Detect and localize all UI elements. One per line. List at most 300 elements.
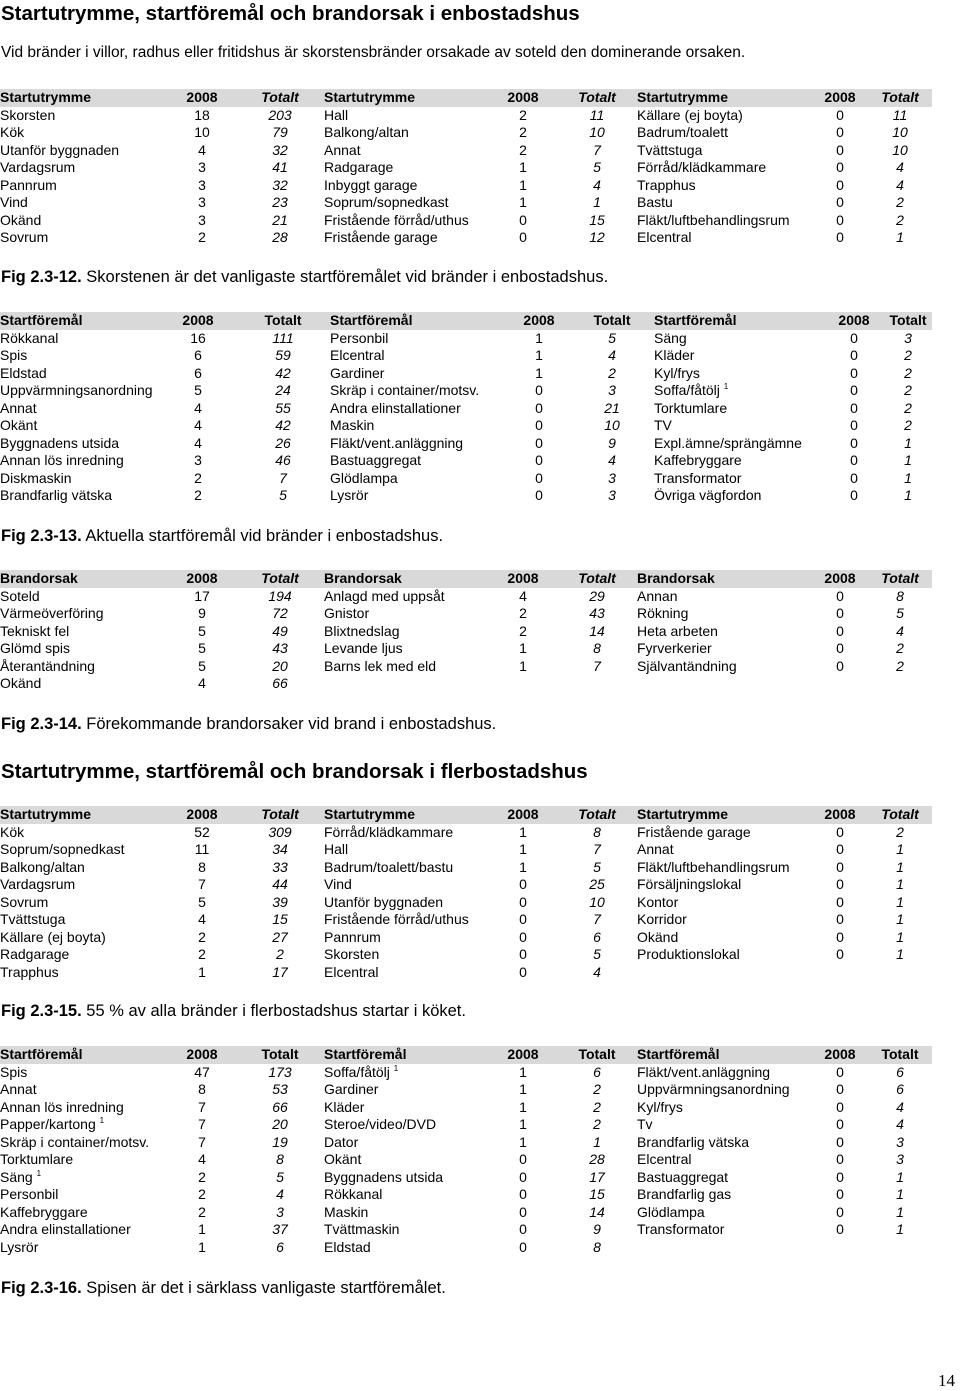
cell-text: 55 <box>275 399 291 416</box>
table-cell-label <box>324 1186 489 1204</box>
table-cell-label <box>324 194 489 212</box>
table-cell-label <box>324 946 489 964</box>
table-cell-label <box>0 1116 168 1134</box>
cell-text: 0 <box>836 176 844 193</box>
table-cell-label <box>0 470 160 488</box>
table-header-row <box>0 312 932 330</box>
cell-text: Personbil <box>0 1186 59 1202</box>
cell-text: 2 <box>276 946 284 962</box>
table-cell-number <box>168 159 236 177</box>
table-cell-number <box>236 1239 324 1257</box>
table-cell-number <box>168 107 236 125</box>
table-cell-number <box>168 1151 236 1169</box>
table-cell-number <box>489 1081 557 1099</box>
table-cell-number <box>868 859 932 877</box>
table-cell-label <box>0 859 168 877</box>
cell-text: Torktumlare <box>0 1151 74 1167</box>
table-cell-label <box>0 824 168 842</box>
table-row <box>0 824 932 842</box>
table-cell-label <box>324 1116 489 1134</box>
column-header: Totalt <box>557 1046 637 1064</box>
cell-text: 16 <box>190 329 206 346</box>
cell-text: 173 <box>268 1063 292 1080</box>
page-number: 14 <box>938 1371 955 1390</box>
cell-text: 2 <box>593 1116 601 1132</box>
table-cell-number <box>868 658 932 676</box>
cell-text: 4 <box>276 1186 284 1202</box>
table-cell-label <box>330 452 508 470</box>
table-cell-number <box>557 859 637 877</box>
cell-text: 41 <box>272 159 288 175</box>
cell-text: 6 <box>194 364 202 381</box>
cell-text: 7 <box>198 876 206 892</box>
cell-text: Förråd/klädkammare <box>637 159 767 175</box>
cell-text: Tvättstuga <box>0 911 66 927</box>
table-cell-number <box>868 911 932 929</box>
table-cell-number <box>168 859 236 877</box>
table-cell-number <box>168 675 236 693</box>
cell-text: 32 <box>272 176 288 193</box>
table-cell-label <box>324 1081 489 1099</box>
cell-text: Fristående garage <box>637 823 751 840</box>
table-row <box>0 470 932 488</box>
table-cell-number <box>168 177 236 195</box>
cell-text: 1 <box>904 434 912 451</box>
table-cell-label <box>324 640 489 658</box>
table-cell-label <box>637 623 812 641</box>
table-cell-number <box>489 124 557 142</box>
table-cell-number <box>236 1221 324 1239</box>
cell-text: Badrum/toalett <box>637 124 729 140</box>
table-cell-number <box>489 588 557 606</box>
cell-text: 6 <box>896 1063 904 1080</box>
cell-text: 10 <box>892 141 908 158</box>
cell-text: 2 <box>896 194 904 210</box>
table-cell-label <box>637 1116 812 1134</box>
cell-text: 2 <box>904 417 912 433</box>
cell-text: 2 <box>198 1203 206 1220</box>
table-cell-number <box>236 400 330 418</box>
cell-text: 4 <box>896 1098 904 1115</box>
cell-text: 27 <box>272 928 288 945</box>
cell-text: Uppvärmningsanordning <box>0 382 153 398</box>
cell-text: 0 <box>519 946 527 962</box>
cell-text: Lysrör <box>0 1238 39 1255</box>
cell-text: 203 <box>268 106 292 123</box>
table-cell-number <box>557 107 637 125</box>
cell-text: 14 <box>589 1203 605 1220</box>
table-row <box>0 452 932 470</box>
cell-text: 2 <box>198 928 206 945</box>
cell-text: Papper/kartong <box>0 1116 96 1132</box>
table-cell-number <box>160 365 236 383</box>
table-cell-label <box>324 658 489 676</box>
cell-text: 15 <box>589 1186 605 1202</box>
table-cell-label <box>637 605 812 623</box>
cell-text: Vind <box>0 194 28 210</box>
table-cell-number <box>168 623 236 641</box>
cell-text: Soffa/fåtölj <box>654 382 720 398</box>
cell-text: 4 <box>194 417 202 433</box>
table-row <box>0 640 932 658</box>
cell-text: 3 <box>608 469 616 486</box>
cell-text: Övriga vägfordon <box>654 487 762 503</box>
table-cell-number <box>489 229 557 247</box>
column-header: 2008 <box>489 89 557 107</box>
cell-text: Återantändning <box>0 657 95 674</box>
table-cell-number <box>824 365 884 383</box>
column-header: Totalt <box>236 806 324 824</box>
table-cell-label <box>0 347 160 365</box>
table-cell-label <box>637 107 812 125</box>
table-cell-number <box>812 1186 868 1204</box>
cell-text: 2 <box>194 469 202 486</box>
table-cell-number <box>236 894 324 912</box>
table-cell-number <box>868 1116 932 1134</box>
table-cell-number <box>508 487 570 505</box>
cell-text: Tv <box>637 1116 653 1132</box>
cell-text: 17 <box>589 1168 605 1185</box>
table-cell-number <box>557 229 637 247</box>
cell-text: Fläkt/vent.anläggning <box>637 1063 771 1080</box>
cell-text: Lysrör <box>330 487 369 503</box>
table-cell-label <box>637 1169 812 1187</box>
table-cell-label <box>324 1169 489 1187</box>
table-cell-number <box>168 194 236 212</box>
cell-text: 20 <box>272 1116 288 1132</box>
cell-text: Rökning <box>637 605 689 621</box>
cell-text: 2 <box>593 1098 601 1115</box>
cell-text: 4 <box>896 1116 904 1132</box>
table-cell-number <box>812 1099 868 1117</box>
section-title-flerbostadshus: Startutrymme, startföremål och brandorsak i flerbostadshus <box>1 760 588 783</box>
table-cell-number <box>557 658 637 676</box>
cell-text: Utanför byggnaden <box>0 141 120 158</box>
table-cell-number <box>236 1134 324 1152</box>
cell-text: 3 <box>276 1203 284 1220</box>
table-cell-number <box>812 1204 868 1222</box>
cell-text: 4 <box>593 963 601 980</box>
table-cell-number <box>868 212 932 230</box>
table-cell-number <box>508 417 570 435</box>
table-cell-number <box>570 487 654 505</box>
cell-text: Barns lek med eld <box>324 657 437 674</box>
table-cell-label <box>0 964 168 982</box>
table-cell-number <box>236 470 330 488</box>
table-cell-number <box>570 400 654 418</box>
table-row <box>0 229 932 247</box>
cell-text: Hall <box>324 841 349 857</box>
cell-text: TV <box>654 417 672 433</box>
column-header: Totalt <box>884 312 932 330</box>
table-cell-label <box>637 1186 812 1204</box>
table-cell-number <box>570 435 654 453</box>
footnote-marker: 1 <box>393 1063 399 1073</box>
table-cell-number <box>508 365 570 383</box>
cell-text: Rökkanal <box>324 1186 383 1202</box>
table-row <box>0 859 932 877</box>
column-header: Brandorsak <box>0 570 168 588</box>
cell-text: Spis <box>0 1063 28 1080</box>
table-cell-number <box>557 177 637 195</box>
table-cell-number <box>236 1116 324 1134</box>
column-header: 2008 <box>168 89 236 107</box>
table-cell-number <box>168 964 236 982</box>
table-cell-number <box>812 1239 868 1257</box>
table-cell-number <box>168 1134 236 1152</box>
table-cell-label <box>324 675 489 693</box>
table-cell-label <box>324 588 489 606</box>
table-cell-label <box>330 400 508 418</box>
table-cell-label <box>637 824 812 842</box>
table-cell-label <box>637 658 812 676</box>
table-row <box>0 417 932 435</box>
cell-text: 0 <box>535 487 543 503</box>
table-cell-number <box>570 417 654 435</box>
cell-text: 2 <box>896 657 904 674</box>
table-cell-number <box>236 841 324 859</box>
table-cell-number <box>557 1151 637 1169</box>
table-cell-label <box>0 1186 168 1204</box>
table-row <box>0 212 932 230</box>
cell-text: 8 <box>593 1238 601 1255</box>
cell-text: Badrum/toalett/bastu <box>324 858 454 875</box>
cell-text: 25 <box>589 876 605 892</box>
table-cell-number <box>168 212 236 230</box>
cell-text: 309 <box>268 823 292 840</box>
table-header-row <box>0 806 932 824</box>
cell-text: Okänt <box>324 1151 362 1167</box>
cell-text: 0 <box>535 417 543 433</box>
column-header: Totalt <box>236 312 330 330</box>
table-cell-label <box>637 142 812 160</box>
table-cell-label <box>654 330 824 348</box>
table-row <box>0 605 932 623</box>
cell-text: 111 <box>272 329 294 346</box>
cell-text: 1 <box>535 364 543 381</box>
column-header: 2008 <box>812 89 868 107</box>
cell-text: 7 <box>279 469 287 486</box>
table-cell-number <box>168 1099 236 1117</box>
column-header: Totalt <box>557 570 637 588</box>
cell-text: 5 <box>593 946 601 962</box>
cell-text: 0 <box>836 1151 844 1167</box>
figure-caption-2-3-16: Fig 2.3-16. Spisen är det i särklass vanligaste startföremålet. <box>1 1279 446 1297</box>
table-cell-number <box>557 876 637 894</box>
cell-text: 2 <box>904 399 912 416</box>
cell-text: 1 <box>519 823 527 840</box>
table-cell-label <box>330 487 508 505</box>
cell-text: Soteld <box>0 587 40 604</box>
table-cell-number <box>236 859 324 877</box>
cell-text: 1 <box>519 640 527 656</box>
table-cell-number <box>812 859 868 877</box>
table-cell-number <box>557 911 637 929</box>
table-cell-number <box>812 623 868 641</box>
cell-text: Skräp i container/motsv. <box>330 382 480 398</box>
table-cell-number <box>868 876 932 894</box>
table-startforemal-flerbostadshus <box>0 1046 932 1256</box>
cell-text: Elcentral <box>330 347 385 363</box>
cell-text: 17 <box>272 963 288 980</box>
table-cell-number <box>884 417 932 435</box>
cell-text: 0 <box>836 1221 844 1237</box>
cell-text: 18 <box>194 106 210 123</box>
table-cell-number <box>236 824 324 842</box>
cell-text: Bastu <box>637 194 673 210</box>
table-cell-number <box>236 142 324 160</box>
column-header: Totalt <box>868 89 932 107</box>
cell-text: 43 <box>272 640 288 656</box>
table-cell-number <box>489 894 557 912</box>
column-header: Startföremål <box>0 1046 168 1064</box>
table-row <box>0 894 932 912</box>
cell-text: 2 <box>896 640 904 656</box>
table-cell-number <box>236 623 324 641</box>
table-cell-number <box>868 1239 932 1257</box>
column-header: 2008 <box>160 312 236 330</box>
figure-caption-2-3-15: Fig 2.3-15. 55 % av alla bränder i flerbostadshus startar i köket. <box>1 1002 466 1020</box>
table-cell-number <box>236 1204 324 1222</box>
cell-text: 2 <box>194 487 202 503</box>
table-cell-label <box>0 1134 168 1152</box>
cell-text: Diskmaskin <box>0 469 72 486</box>
cell-text: 3 <box>198 211 206 228</box>
cell-text: Annat <box>324 141 361 158</box>
table-cell-number <box>236 194 324 212</box>
cell-text: Andra elinstallationer <box>330 399 461 416</box>
cell-text: 4 <box>194 434 202 451</box>
table-cell-label <box>0 894 168 912</box>
table-cell-label <box>324 1239 489 1257</box>
table-cell-label <box>654 452 824 470</box>
table-cell-number <box>236 1099 324 1117</box>
cell-text: 1 <box>593 194 601 210</box>
table-cell-number <box>236 946 324 964</box>
table-cell-number <box>812 194 868 212</box>
table-cell-number <box>557 675 637 693</box>
table-cell-number <box>570 365 654 383</box>
table-cell-number <box>160 417 236 435</box>
cell-text: Pannrum <box>324 928 381 945</box>
table-cell-number <box>557 1116 637 1134</box>
table-cell-label <box>0 107 168 125</box>
table-cell-number <box>160 330 236 348</box>
table-cell-label <box>0 640 168 658</box>
table-cell-number <box>489 142 557 160</box>
column-header: Startföremål <box>654 312 824 330</box>
table-cell-label <box>637 946 812 964</box>
table-cell-label <box>637 841 812 859</box>
cell-text: 6 <box>194 347 202 363</box>
column-header: 2008 <box>489 1046 557 1064</box>
table-cell-number <box>236 347 330 365</box>
table-cell-label <box>0 1204 168 1222</box>
cell-text: 6 <box>593 1063 601 1080</box>
cell-text: 5 <box>593 159 601 175</box>
table-cell-number <box>168 1239 236 1257</box>
table-cell-label <box>637 894 812 912</box>
column-header: Totalt <box>868 1046 932 1064</box>
cell-text: Annat <box>637 841 674 857</box>
table-cell-number <box>557 588 637 606</box>
table-cell-number <box>824 400 884 418</box>
cell-text: 3 <box>194 452 202 468</box>
table-cell-label <box>637 588 812 606</box>
cell-text: Kyl/frys <box>654 364 700 381</box>
cell-text: 0 <box>850 382 858 398</box>
cell-text: Spis <box>0 347 28 363</box>
table-row <box>0 876 932 894</box>
cell-text: 5 <box>608 329 616 346</box>
cell-text: 0 <box>519 1151 527 1167</box>
table-cell-number <box>160 400 236 418</box>
cell-text: 0 <box>850 487 858 503</box>
cell-text: Skräp i container/motsv. <box>0 1133 150 1150</box>
table-cell-number <box>489 212 557 230</box>
table-cell-number <box>884 382 932 400</box>
table-cell-label <box>637 1151 812 1169</box>
table-cell-number <box>824 470 884 488</box>
cell-text: 1 <box>519 657 527 674</box>
cell-text: 53 <box>272 1081 288 1097</box>
table-cell-number <box>570 452 654 470</box>
table-cell-label <box>0 487 160 505</box>
cell-text: 4 <box>198 1151 206 1167</box>
table-cell-number <box>489 623 557 641</box>
cell-text: 0 <box>519 911 527 927</box>
cell-text: Torktumlare <box>654 399 728 416</box>
table-cell-number <box>868 1151 932 1169</box>
cell-text: Skorsten <box>0 106 56 123</box>
cell-text: 0 <box>836 141 844 158</box>
table-cell-number <box>489 876 557 894</box>
column-header: Startföremål <box>637 1046 812 1064</box>
table-startutrymme-flerbostadshus <box>0 806 932 981</box>
table-cell-label <box>0 159 168 177</box>
cell-text: Andra elinstallationer <box>0 1221 131 1237</box>
table-cell-number <box>236 588 324 606</box>
cell-text: 49 <box>272 622 288 639</box>
table-cell-number <box>868 1134 932 1152</box>
table-cell-number <box>557 124 637 142</box>
table-cell-number <box>557 1204 637 1222</box>
cell-text: 1 <box>904 487 912 503</box>
table-cell-number <box>557 841 637 859</box>
table-cell-label <box>0 623 168 641</box>
table-cell-label <box>324 124 489 142</box>
table-cell-number <box>489 194 557 212</box>
table-cell-number <box>884 452 932 470</box>
table-header-row <box>0 570 932 588</box>
table-cell-label <box>654 487 824 505</box>
table-cell-number <box>868 623 932 641</box>
table-cell-number <box>160 487 236 505</box>
footnote-marker: 1 <box>36 1168 42 1178</box>
table-cell-number <box>824 452 884 470</box>
table-cell-number <box>812 605 868 623</box>
table-row <box>0 1186 932 1204</box>
cell-text: 0 <box>836 605 844 621</box>
cell-text: 0 <box>850 399 858 416</box>
cell-text: Soffa/fåtölj <box>324 1063 390 1080</box>
cell-text: Gnistor <box>324 605 370 621</box>
table-cell-label <box>637 1239 812 1257</box>
cell-text: 1 <box>896 1221 904 1237</box>
table-cell-number <box>557 1081 637 1099</box>
column-header: Startutrymme <box>637 806 812 824</box>
cell-text: Maskin <box>330 417 375 433</box>
